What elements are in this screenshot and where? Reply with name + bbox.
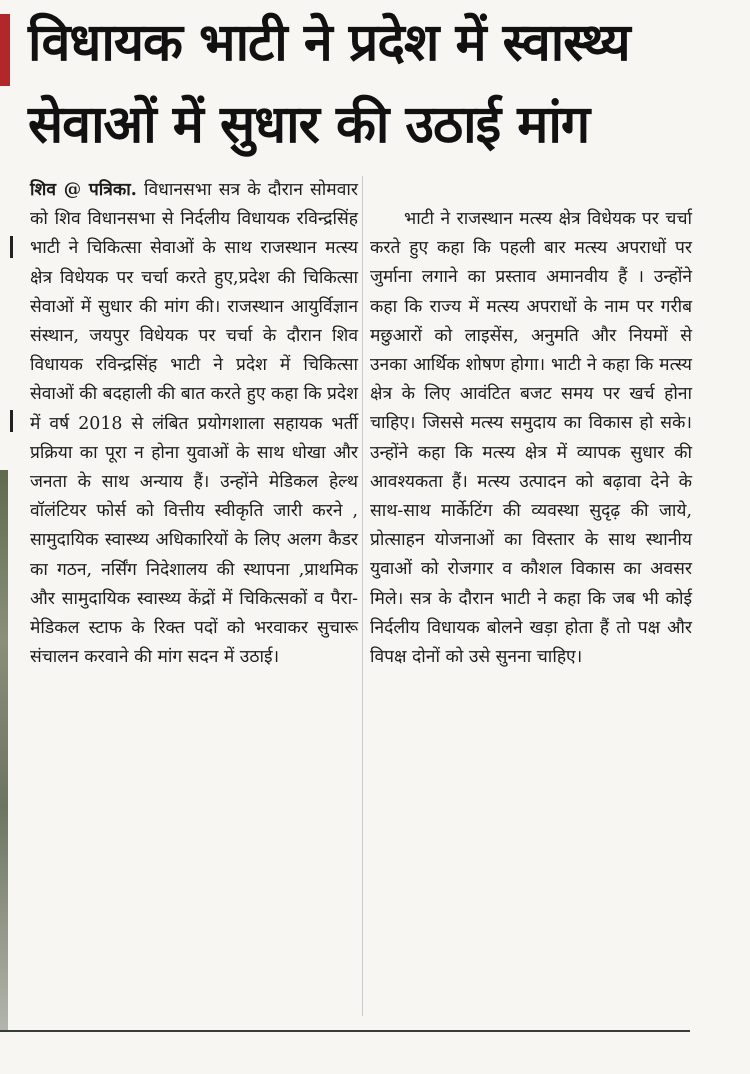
headline-accent-bar <box>0 14 10 86</box>
paragraph-1-text: विधानसभा सत्र के दौरान सोमवार को शिव विधानसभा से निर्दलीय विधायक रविन्द्रसिंह भाटी ने चिकित्सा सेवाओं के साथ राजस्थान मत्स्य क्षेत्र विधेयक पर चर्चा करते हुए,प्रदेश की चिकित्सा सेवाओं में सुधार की मांग की। राजस्थान आयुर्विज्ञान संस्थान, जयपुर विधेयक पर चर्चा के दौरान शिव विधायक रविन्द्रसिंह भाटी ने प्रदेश में चिकित्सा सेवाओं की बदहाली की बात करते हुए कहा कि प्रदेश में वर्ष 2018 से लंबित प्रयोगशाला सहायक भर्ती प्रक्रिया का पूरा न होना युवाओं के साथ धोखा और जनता के साथ अन्याय हैं। उन्होंने मेडिकल हेल्थ वॉलंटियर फोर्स को वित्तीय स्वीकृति जारी करने , सामुदायिक स्वास्थ्य अधिकारियों के लिए अलग कैडर का गठन, नर्सिंग निदेशालय की स्थापना ,प्राथमिक और सामुदायिक स्वास्थ्य केंद्रों में चिकित्सकों व पैरा-मेडिकल स्टाफ के रिक्त पदों को भरवाकर सुचारू संचालन करवाने की मांग सदन में उठाई। <box>30 180 358 668</box>
article-column-right <box>370 176 692 672</box>
column-tick-mark <box>10 410 13 432</box>
byline: शिव @ पत्रिका. <box>30 180 137 200</box>
headline-line-2: सेवाओं में सुधार की उठाई मांग <box>28 95 590 155</box>
article-paragraph-2: भाटी ने राजस्थान मत्स्य क्षेत्र विधेयक पर चर्चा करते हुए कहा कि पहली बार मत्स्य अपराधों पर जुर्माना लगाने का प्रस्ताव अमानवीय हैं । उन्होंने कहा कि राज्य में मत्स्य अपराधों के नाम पर गरीब मछुआरों को लाइसेंस, अनुमति और नियमों से उनका आर्थिक शोषण होगा। भाटी ने कहा कि मत्स्य क्षेत्र के लिए आवंटित बजट समय पर खर्च होना चाहिए। जिससे मत्स्य समुदाय का विकास हो सके। उन्होंने कहा कि मत्स्य क्षेत्र में व्यापक सुधार की आवश्यकता हैं। मत्स्य उत्पादन को बढ़ावा देने के साथ-साथ मार्केटिंग की व्यवस्था सुदृढ़ की जाये, प्रोत्साहन योजनाओं का विस्तार के साथ स्थानीय युवाओं को रोजगार व कौशल विकास का अवसर मिले। सत्र के दौरान भाटी ने कहा कि जब भी कोई निर्दलीय विधायक बोलने खड़ा होता हैं तो पक्ष और विपक्ष दोनों को उसे सुनना चाहिए। <box>370 209 692 668</box>
column-divider <box>362 176 363 1016</box>
article-headline <box>28 2 738 166</box>
article-column-left <box>30 176 358 672</box>
adjacent-photo-edge <box>0 470 8 1030</box>
column-tick-mark <box>10 236 13 258</box>
article-paragraph-1 <box>30 176 358 672</box>
bottom-rule <box>0 1030 690 1032</box>
headline-line-1: विधायक भाटी ने प्रदेश में स्वास्थ्य <box>28 13 630 73</box>
